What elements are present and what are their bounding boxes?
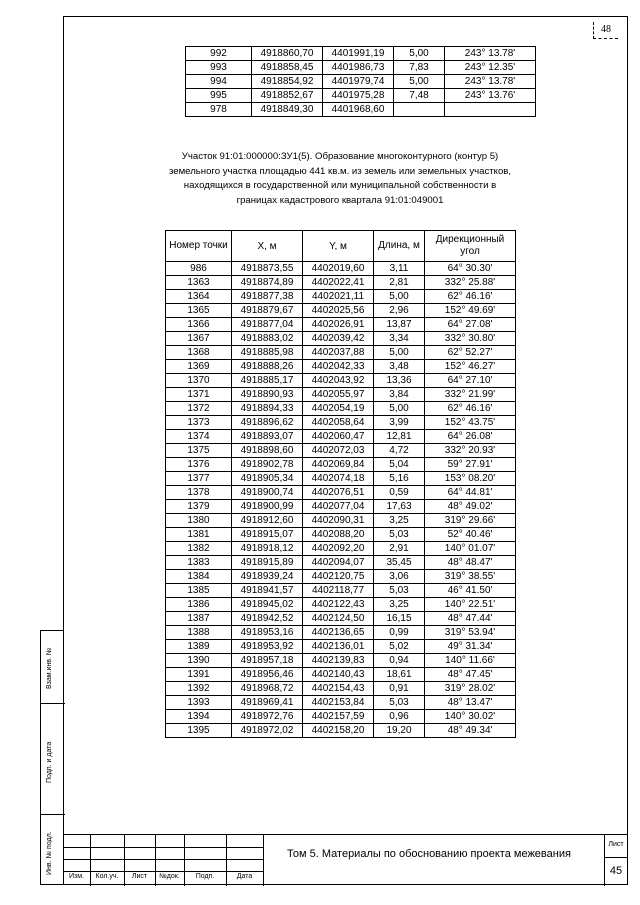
table-row — [166, 640, 516, 654]
y-coordinate-cell: 4402039,42 — [303, 332, 374, 346]
table-row — [166, 528, 516, 542]
length-cell: 5,03 — [374, 696, 425, 710]
x-coordinate-cell: 4918953,16 — [232, 626, 303, 640]
table-row — [166, 486, 516, 500]
y-coordinate-cell: 4402092,20 — [303, 542, 374, 556]
bearing-cell: 140° 30.02' — [425, 710, 516, 724]
document-title: Том 5. Материалы по обоснованию проекта межевания — [287, 848, 571, 860]
length-cell: 4,72 — [374, 444, 425, 458]
length-cell: 0,59 — [374, 486, 425, 500]
bearing-cell — [445, 103, 536, 117]
header-point-number: Номер точки — [166, 231, 232, 262]
table-row — [166, 710, 516, 724]
point-number-cell: 1387 — [166, 612, 232, 626]
y-coordinate-cell: 4402118,77 — [303, 584, 374, 598]
tb-col-data: Дата — [236, 873, 253, 880]
x-coordinate-cell: 4918918,12 — [232, 542, 303, 556]
table-row — [166, 500, 516, 514]
length-cell: 0,94 — [374, 654, 425, 668]
y-coordinate-cell: 4402037,88 — [303, 346, 374, 360]
y-coordinate-cell: 4402076,51 — [303, 486, 374, 500]
point-number-cell: 978 — [186, 103, 252, 117]
bearing-cell: 140° 01.07' — [425, 542, 516, 556]
x-coordinate-cell: 4918879,67 — [232, 304, 303, 318]
x-coordinate-cell: 4918877,38 — [232, 290, 303, 304]
point-number-cell: 1379 — [166, 500, 232, 514]
point-number-cell: 994 — [186, 75, 252, 89]
bearing-cell: 62° 52.27' — [425, 346, 516, 360]
x-coordinate-cell: 4918874,89 — [232, 276, 303, 290]
table-row — [166, 584, 516, 598]
point-number-cell: 1390 — [166, 654, 232, 668]
point-number-cell: 1381 — [166, 528, 232, 542]
table-row — [166, 542, 516, 556]
header-bearing: Дирекционный угол — [425, 231, 516, 262]
table-row — [166, 374, 516, 388]
x-coordinate-cell: 4918953,92 — [232, 640, 303, 654]
x-coordinate-cell: 4918896,62 — [232, 416, 303, 430]
length-cell: 19,20 — [374, 724, 425, 738]
table-row — [186, 103, 536, 117]
tb-col-list: Лист — [131, 873, 148, 880]
table-row — [166, 276, 516, 290]
length-cell: 12,81 — [374, 430, 425, 444]
point-number-cell: 1384 — [166, 570, 232, 584]
table-row — [166, 570, 516, 584]
x-coordinate-cell: 4918972,02 — [232, 724, 303, 738]
length-cell: 0,91 — [374, 682, 425, 696]
table-row — [166, 388, 516, 402]
length-cell: 7,48 — [394, 89, 445, 103]
side-label-podp: Подп. и дата — [46, 741, 53, 783]
y-coordinate-cell: 4402021,11 — [303, 290, 374, 304]
y-coordinate-cell: 4402157,59 — [303, 710, 374, 724]
bearing-cell: 48° 13.47' — [425, 696, 516, 710]
point-number-cell: 1367 — [166, 332, 232, 346]
bearing-cell: 332° 30.80' — [425, 332, 516, 346]
x-coordinate-cell: 4918956,46 — [232, 668, 303, 682]
table-row — [166, 668, 516, 682]
header-y: Y, м — [303, 231, 374, 262]
x-coordinate-cell: 4918939,24 — [232, 570, 303, 584]
length-cell: 13,87 — [374, 318, 425, 332]
x-coordinate-cell: 4918915,89 — [232, 556, 303, 570]
point-number-cell: 1371 — [166, 388, 232, 402]
length-cell: 3,48 — [374, 360, 425, 374]
y-coordinate-cell: 4402122,43 — [303, 598, 374, 612]
coordinates-table-2 — [165, 230, 516, 738]
bearing-cell: 49° 31.34' — [425, 640, 516, 654]
bearing-cell: 152° 49.69' — [425, 304, 516, 318]
bearing-cell: 243° 12.35' — [445, 61, 536, 75]
y-coordinate-cell: 4402136,65 — [303, 626, 374, 640]
y-coordinate-cell: 4401986,73 — [323, 61, 394, 75]
parcel-caption: Участок 91:01:000000:ЗУ1(5). Образование многоконтурного (контур 5) земельного участка площадью 441 кв.м. из земель или земельных участков, находящихся в государственной или муниципальной собственности в границах кадастрового квартала 91:01:049001 — [168, 151, 512, 206]
x-coordinate-cell: 4918912,60 — [232, 514, 303, 528]
length-cell: 2,96 — [374, 304, 425, 318]
x-coordinate-cell: 4918893,07 — [232, 430, 303, 444]
bearing-cell: 319° 28.02' — [425, 682, 516, 696]
length-cell: 5,00 — [394, 75, 445, 89]
point-number-cell: 1385 — [166, 584, 232, 598]
point-number-cell: 1386 — [166, 598, 232, 612]
x-coordinate-cell: 4918883,02 — [232, 332, 303, 346]
bearing-cell: 140° 11.66' — [425, 654, 516, 668]
x-coordinate-cell: 4918941,57 — [232, 584, 303, 598]
length-cell: 3,11 — [374, 262, 425, 276]
table-row — [166, 556, 516, 570]
table-row — [166, 262, 516, 276]
y-coordinate-cell: 4402022,41 — [303, 276, 374, 290]
y-coordinate-cell: 4402120,75 — [303, 570, 374, 584]
table-row — [166, 332, 516, 346]
point-number-cell: 1380 — [166, 514, 232, 528]
point-number-cell: 1383 — [166, 556, 232, 570]
x-coordinate-cell: 4918877,04 — [232, 318, 303, 332]
length-cell: 17,63 — [374, 500, 425, 514]
length-cell: 5,00 — [374, 290, 425, 304]
x-coordinate-cell: 4918898,60 — [232, 444, 303, 458]
x-coordinate-cell: 4918972,76 — [232, 710, 303, 724]
y-coordinate-cell: 4401968,60 — [323, 103, 394, 117]
table-row — [166, 318, 516, 332]
x-coordinate-cell: 4918888,26 — [232, 360, 303, 374]
table-row — [166, 654, 516, 668]
length-cell: 5,04 — [374, 458, 425, 472]
length-cell: 16,15 — [374, 612, 425, 626]
bearing-cell: 59° 27.91' — [425, 458, 516, 472]
y-coordinate-cell: 4402136,01 — [303, 640, 374, 654]
bearing-cell: 319° 53.94' — [425, 626, 516, 640]
x-coordinate-cell: 4918885,17 — [232, 374, 303, 388]
point-number-cell: 1377 — [166, 472, 232, 486]
table-row — [166, 696, 516, 710]
bearing-cell: 243° 13.78' — [445, 47, 536, 61]
bearing-cell: 319° 29.66' — [425, 514, 516, 528]
table-row — [166, 626, 516, 640]
y-coordinate-cell: 4402077,04 — [303, 500, 374, 514]
bearing-cell: 64° 27.08' — [425, 318, 516, 332]
bearing-cell: 62° 46.16' — [425, 402, 516, 416]
sheet-number: 45 — [609, 865, 623, 877]
point-number-cell: 1391 — [166, 668, 232, 682]
length-cell: 0,99 — [374, 626, 425, 640]
length-cell: 18,61 — [374, 668, 425, 682]
bearing-cell: 52° 40.46' — [425, 528, 516, 542]
y-coordinate-cell: 4402055,97 — [303, 388, 374, 402]
bearing-cell: 153° 08.20' — [425, 472, 516, 486]
x-coordinate-cell: 4918894,33 — [232, 402, 303, 416]
length-cell: 13,36 — [374, 374, 425, 388]
length-cell: 3,34 — [374, 332, 425, 346]
y-coordinate-cell: 4402074,18 — [303, 472, 374, 486]
point-number-cell: 1378 — [166, 486, 232, 500]
table-row — [166, 346, 516, 360]
point-number-cell: 1369 — [166, 360, 232, 374]
length-cell: 5,16 — [374, 472, 425, 486]
point-number-cell: 1375 — [166, 444, 232, 458]
x-coordinate-cell: 4918905,34 — [232, 472, 303, 486]
x-coordinate-cell: 4918858,45 — [252, 61, 323, 75]
bearing-cell: 64° 27.10' — [425, 374, 516, 388]
length-cell: 5,03 — [374, 584, 425, 598]
tb-col-kolluch: Кол.уч. — [95, 873, 119, 880]
bearing-cell: 243° 13.76' — [445, 89, 536, 103]
x-coordinate-cell: 4918969,41 — [232, 696, 303, 710]
x-coordinate-cell: 4918915,07 — [232, 528, 303, 542]
table-row — [166, 472, 516, 486]
length-cell: 0,96 — [374, 710, 425, 724]
length-cell: 7,83 — [394, 61, 445, 75]
tb-col-podp: Подп. — [195, 873, 215, 880]
point-number-cell: 1382 — [166, 542, 232, 556]
y-coordinate-cell: 4402094,07 — [303, 556, 374, 570]
y-coordinate-cell: 4402026,91 — [303, 318, 374, 332]
y-coordinate-cell: 4402058,64 — [303, 416, 374, 430]
x-coordinate-cell: 4918860,70 — [252, 47, 323, 61]
x-coordinate-cell: 4918942,52 — [232, 612, 303, 626]
length-cell: 5,00 — [394, 47, 445, 61]
length-cell: 3,99 — [374, 416, 425, 430]
coordinates-table-1 — [185, 46, 536, 117]
point-number-cell: 1373 — [166, 416, 232, 430]
y-coordinate-cell: 4402054,19 — [303, 402, 374, 416]
x-coordinate-cell: 4918849,30 — [252, 103, 323, 117]
y-coordinate-cell: 4402043,92 — [303, 374, 374, 388]
table-row — [166, 402, 516, 416]
y-coordinate-cell: 4402124,50 — [303, 612, 374, 626]
x-coordinate-cell: 4918900,74 — [232, 486, 303, 500]
point-number-cell: 1392 — [166, 682, 232, 696]
table-row — [166, 458, 516, 472]
sheet-label: Лист — [608, 841, 624, 848]
length-cell: 3,25 — [374, 514, 425, 528]
side-label-inv: Инв. № подл. — [46, 831, 53, 875]
point-number-cell: 1365 — [166, 304, 232, 318]
side-stamp — [40, 630, 64, 885]
x-coordinate-cell: 4918902,78 — [232, 458, 303, 472]
y-coordinate-cell: 4402072,03 — [303, 444, 374, 458]
y-coordinate-cell: 4402069,84 — [303, 458, 374, 472]
length-cell: 3,25 — [374, 598, 425, 612]
table-row — [166, 290, 516, 304]
bearing-cell: 152° 43.75' — [425, 416, 516, 430]
y-coordinate-cell: 4402153,84 — [303, 696, 374, 710]
bearing-cell: 48° 47.44' — [425, 612, 516, 626]
bearing-cell: 332° 21.99' — [425, 388, 516, 402]
table-row — [166, 724, 516, 738]
point-number-cell: 1388 — [166, 626, 232, 640]
y-coordinate-cell: 4402019,60 — [303, 262, 374, 276]
length-cell: 5,00 — [374, 402, 425, 416]
length-cell: 35,45 — [374, 556, 425, 570]
point-number-cell: 1376 — [166, 458, 232, 472]
bearing-cell: 48° 49.34' — [425, 724, 516, 738]
point-number-cell: 1389 — [166, 640, 232, 654]
x-coordinate-cell: 4918852,67 — [252, 89, 323, 103]
bearing-cell: 332° 20.93' — [425, 444, 516, 458]
point-number-cell: 1372 — [166, 402, 232, 416]
length-cell: 5,03 — [374, 528, 425, 542]
length-cell: 3,84 — [374, 388, 425, 402]
bearing-cell: 319° 38.55' — [425, 570, 516, 584]
y-coordinate-cell: 4402025,56 — [303, 304, 374, 318]
bearing-cell: 332° 25.88' — [425, 276, 516, 290]
x-coordinate-cell: 4918854,92 — [252, 75, 323, 89]
point-number-cell: 1370 — [166, 374, 232, 388]
table-row — [166, 598, 516, 612]
point-number-cell: 1394 — [166, 710, 232, 724]
x-coordinate-cell: 4918885,98 — [232, 346, 303, 360]
y-coordinate-cell: 4402139,83 — [303, 654, 374, 668]
point-number-cell: 995 — [186, 89, 252, 103]
x-coordinate-cell: 4918945,02 — [232, 598, 303, 612]
tb-col-izm: Изм. — [69, 873, 84, 880]
point-number-cell: 992 — [186, 47, 252, 61]
length-cell: 5,00 — [374, 346, 425, 360]
y-coordinate-cell: 4402154,43 — [303, 682, 374, 696]
side-label-vzam: Взам.инв. № — [46, 647, 53, 689]
x-coordinate-cell: 4918873,55 — [232, 262, 303, 276]
bearing-cell: 48° 49.02' — [425, 500, 516, 514]
table-row — [166, 444, 516, 458]
table-row — [186, 47, 536, 61]
point-number-cell: 1363 — [166, 276, 232, 290]
table-row — [166, 304, 516, 318]
point-number-cell: 1393 — [166, 696, 232, 710]
table-row — [166, 430, 516, 444]
length-cell: 3,06 — [374, 570, 425, 584]
title-block — [63, 834, 628, 886]
y-coordinate-cell: 4402140,43 — [303, 668, 374, 682]
length-cell: 2,91 — [374, 542, 425, 556]
y-coordinate-cell: 4401979,74 — [323, 75, 394, 89]
y-coordinate-cell: 4401975,28 — [323, 89, 394, 103]
point-number-cell: 986 — [166, 262, 232, 276]
point-number-cell: 1366 — [166, 318, 232, 332]
bearing-cell: 48° 48.47' — [425, 556, 516, 570]
header-length: Длина, м — [374, 231, 425, 262]
page-number-top: 48 — [593, 22, 618, 39]
point-number-cell: 1374 — [166, 430, 232, 444]
bearing-cell: 152° 46.27' — [425, 360, 516, 374]
table-row — [166, 360, 516, 374]
header-x: X, м — [232, 231, 303, 262]
bearing-cell: 62° 46.16' — [425, 290, 516, 304]
table-row — [186, 89, 536, 103]
bearing-cell: 64° 30.30' — [425, 262, 516, 276]
tb-col-ndok: №док. — [159, 873, 180, 880]
x-coordinate-cell: 4918968,72 — [232, 682, 303, 696]
bearing-cell: 140° 22.51' — [425, 598, 516, 612]
point-number-cell: 1368 — [166, 346, 232, 360]
y-coordinate-cell: 4402042,33 — [303, 360, 374, 374]
table-row — [166, 612, 516, 626]
point-number-cell: 1364 — [166, 290, 232, 304]
length-cell: 2,81 — [374, 276, 425, 290]
bearing-cell: 46° 41.50' — [425, 584, 516, 598]
table-row — [166, 416, 516, 430]
point-number-cell: 993 — [186, 61, 252, 75]
bearing-cell: 64° 44.81' — [425, 486, 516, 500]
x-coordinate-cell: 4918890,93 — [232, 388, 303, 402]
table-row — [186, 61, 536, 75]
y-coordinate-cell: 4402090,31 — [303, 514, 374, 528]
length-cell: 5,02 — [374, 640, 425, 654]
bearing-cell: 64° 26.08' — [425, 430, 516, 444]
table-row — [166, 514, 516, 528]
bearing-cell: 48° 47.45' — [425, 668, 516, 682]
y-coordinate-cell: 4402060,47 — [303, 430, 374, 444]
point-number-cell: 1395 — [166, 724, 232, 738]
x-coordinate-cell: 4918900,99 — [232, 500, 303, 514]
table-row — [166, 682, 516, 696]
length-cell — [394, 103, 445, 117]
bearing-cell: 243° 13.78' — [445, 75, 536, 89]
y-coordinate-cell: 4402088,20 — [303, 528, 374, 542]
y-coordinate-cell: 4402158,20 — [303, 724, 374, 738]
y-coordinate-cell: 4401991,19 — [323, 47, 394, 61]
table-row — [186, 75, 536, 89]
x-coordinate-cell: 4918957,18 — [232, 654, 303, 668]
